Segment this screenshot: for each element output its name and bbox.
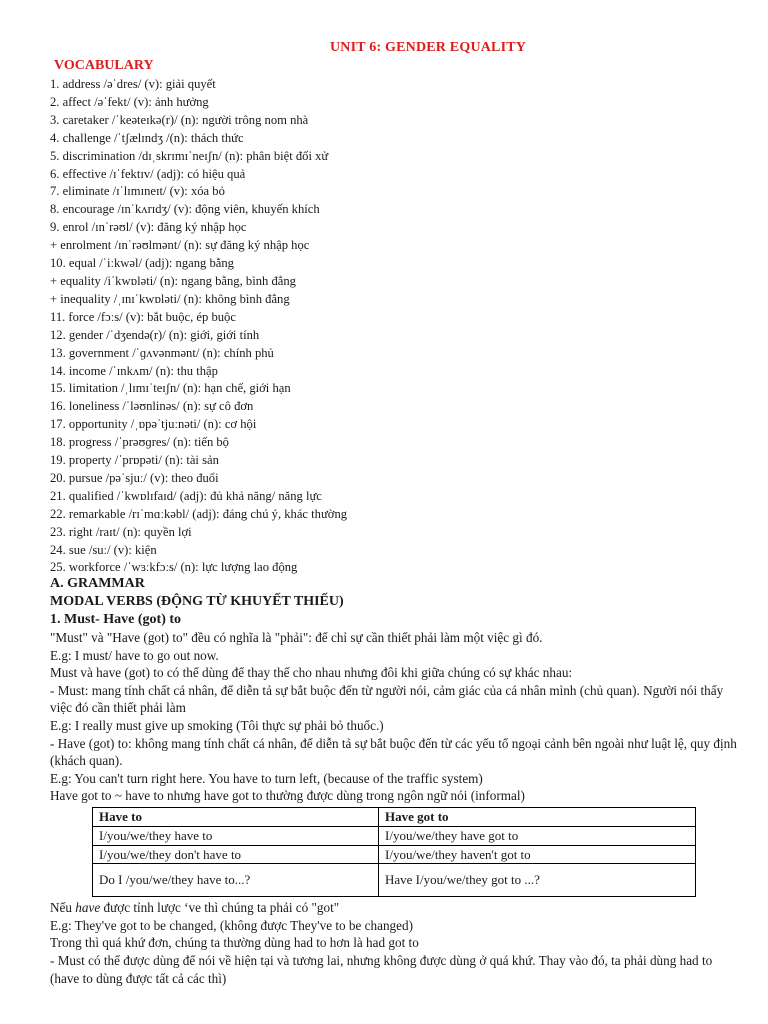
table-cell: Have I/you/we/they got to ...? [379, 864, 696, 897]
vocab-item: 14. income /ˈɪnkʌm/ (n): thu thập [50, 363, 218, 378]
vocab-item: 3. caretaker /ˈkeəteɪkə(r)/ (n): người trông nom nhà [50, 112, 309, 127]
table-header-cell: Have to [93, 807, 379, 826]
vocab-item: 5. discrimination /dɪˌskrɪmɪˈneɪʃn/ (n): phân biệt đối xử [50, 148, 329, 163]
table-cell: Do I /you/we/they have to...? [93, 864, 379, 897]
table-cell: I/you/we/they don't have to [93, 845, 379, 864]
italic-text: have [75, 900, 101, 916]
vocab-item: 13. government /ˈɡʌvənmənt/ (n): chính phủ [50, 345, 274, 360]
vocab-item: + enrolment /ɪnˈrəʊlmənt/ (n): sự đăng ký nhập học [50, 238, 310, 253]
vocabulary-heading: VOCABULARY [54, 58, 154, 73]
text-fragment: Nếu [50, 900, 76, 916]
paragraph: - Must có thể được dùng để nói về hiện tại và tương lai, nhưng không được dùng ở quá khứ. Thay vào đó, ta phải dùng had to (have to dùng được tất cả các thì) [50, 952, 713, 986]
paragraph: - Have (got) to: không mang tính chất cá nhân, để diễn tả sự bắt buộc đến từ các yếu tố ngoại cảnh bên ngoài như luật lệ, quy định (khách quan). [50, 735, 737, 769]
vocab-item: 2. affect /əˈfekt/ (v): ảnh hưởng [50, 94, 209, 109]
table-row [93, 845, 696, 864]
modal-verbs-heading: MODAL VERBS (ĐỘNG TỪ KHUYẾT THIẾU) [50, 594, 344, 609]
paragraph: Must và have (got) to có thể dùng để thay thế cho nhau nhưng đôi khi giữa chúng có sự khác nhau: [50, 665, 573, 681]
vocab-item: 7. eliminate /ɪˈlɪmɪneɪt/ (v): xóa bỏ [50, 184, 225, 199]
vocab-item: 15. limitation /ˌlɪmɪˈteɪʃn/ (n): hạn chế, giới hạn [50, 381, 291, 396]
paragraph [50, 899, 740, 917]
text-fragment: được tỉnh lược ‘ve thì chúng ta phải có "got" [100, 900, 340, 916]
vocab-item: + equality /iˈkwɒləti/ (n): ngang bằng, bình đẳng [50, 273, 296, 288]
example: E.g: I really must give up smoking (Tôi thực sự phải bỏ thuốc.) [50, 717, 384, 733]
table-cell: I/you/we/they haven't got to [379, 845, 696, 864]
paragraph: - Must: mang tính chất cá nhân, để diễn tả sự bắt buộc đến từ người nói, cảm giác của cá nhân mình (chủ quan). Người nói thấy việc đó cần thiết phải làm [50, 682, 724, 716]
table-row [93, 864, 696, 897]
example: E.g: I must/ have to go out now. [50, 647, 219, 663]
vocab-item: 9. enrol /ɪnˈrəʊl/ (v): đăng ký nhập học [50, 220, 247, 235]
vocab-item: 4. challenge /ˈtʃælɪndʒ /(n): thách thức [50, 130, 244, 145]
vocab-item: 16. loneliness /ˈləʊnlinəs/ (n): sự cô đơn [50, 399, 254, 414]
vocab-item: 8. encourage /ɪnˈkʌrɪdʒ/ (v): động viên, khuyến khích [50, 202, 320, 217]
table-header-row [93, 807, 696, 826]
table-row [93, 826, 696, 845]
vocab-item: 21. qualified /ˈkwɒlɪfaɪd/ (adj): đủ khả năng/ năng lực [50, 488, 322, 503]
vocab-item: 23. right /raɪt/ (n): quyền lợi [50, 524, 192, 539]
vocabulary-list [50, 76, 347, 577]
vocab-item: 25. workforce /ˈwɜːkfɔːs/ (n): lực lượng lao động [50, 560, 298, 575]
vocab-item: 11. force /fɔːs/ (v): bắt buộc, ép buộc [50, 309, 236, 324]
vocab-item: 6. effective /ɪˈfektɪv/ (adj): có hiệu quả [50, 166, 246, 181]
vocab-item: 24. sue /suː/ (v): kiện [50, 542, 157, 557]
vocab-item: 1. address /əˈdres/ (v): giải quyết [50, 77, 216, 91]
table-cell: I/you/we/they have got to [379, 826, 696, 845]
vocab-item: 17. opportunity /ˌɒpəˈtjuːnəti/ (n): cơ hội [50, 417, 257, 432]
example: E.g: You can't turn right here. You have to turn left, (because of the traffic system) [50, 770, 483, 786]
paragraph: Trong thì quá khứ đơn, chúng ta thường dùng had to hơn là had got to [50, 935, 419, 951]
section-heading-must-have-to: 1. Must- Have (got) to [50, 612, 182, 627]
vocab-item: + inequality /ˌɪnɪˈkwɒləti/ (n): không bình đẳng [50, 291, 290, 306]
example: E.g: They've got to be changed, (không được They've to be changed) [50, 917, 413, 933]
vocab-item: 12. gender /ˈdʒendə(r)/ (n): giới, giới tính [50, 327, 260, 342]
vocab-item: 18. progress /ˈprəʊɡres/ (n): tiến bộ [50, 435, 229, 450]
table-header-cell: Have got to [379, 807, 696, 826]
paragraph: Have got to ~ have to nhưng have got to thường được dùng trong ngôn ngữ nói (informal) [50, 788, 525, 804]
page-title: UNIT 6: GENDER EQUALITY [330, 40, 527, 55]
grammar-section [50, 575, 740, 987]
vocab-item: 20. pursue /pəˈsjuː/ (v): theo đuổi [50, 470, 219, 485]
have-to-comparison-table [92, 807, 696, 897]
grammar-heading: A. GRAMMAR [50, 576, 145, 591]
table-cell: I/you/we/they have to [93, 826, 379, 845]
vocab-item: 10. equal /ˈiːkwəl/ (adj): ngang bằng [50, 256, 234, 271]
vocab-item: 19. property /ˈprɒpəti/ (n): tài sản [50, 453, 219, 468]
paragraph: "Must" và "Have (got) to" đều có nghĩa là "phải": để chỉ sự cần thiết phải làm một việc gì đó. [50, 630, 543, 645]
vocab-item: 22. remarkable /rɪˈmɑːkəbl/ (adj): đáng chú ý, khác thường [50, 506, 348, 521]
